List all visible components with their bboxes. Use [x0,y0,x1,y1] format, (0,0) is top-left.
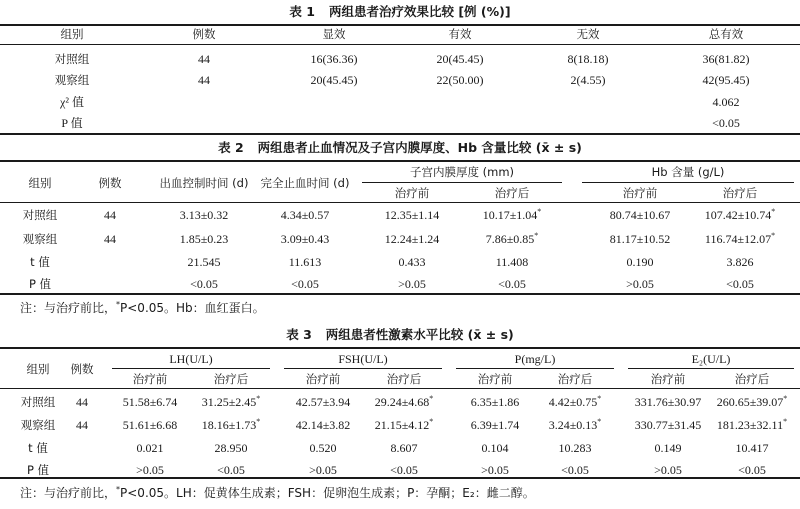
table3-cell: t 值 [28,441,48,455]
table1-cell: 对照组 [54,52,90,66]
table2-cell: 1.85±0.23 [179,232,229,246]
table2-cell: P 值 [28,277,52,291]
table3-col-header: P(mg/L) [514,352,556,366]
table3-sub-header: 治疗后 [386,372,422,386]
table1-col-header: 例数 [192,27,216,41]
table2-header-rule [0,202,800,203]
table1-cell: 36(81.82) [702,52,750,66]
table2-col-header: 子宫内膜厚度 (mm) [409,165,515,179]
table1-number: 表 1 [289,4,315,19]
table2-cell: 10.17±1.04* [482,207,542,222]
table2-number: 表 2 [218,140,244,155]
table3-cell: 44 [76,395,88,409]
table3-col-header: 组别 [26,362,50,376]
table3-cell: 21.15±4.12* [374,417,434,432]
table3-fsh-rule [284,368,442,369]
table1-stat-value: 4.062 [712,95,740,109]
table3-sub-header: 治疗前 [477,372,513,386]
table2-cell: 对照组 [22,208,58,222]
table3-sub-header: 治疗前 [650,372,686,386]
table1-stat-label: P 值 [61,116,83,130]
table3-col-header: LH(U/L) [169,352,213,366]
table2-cell: 3.09±0.43 [280,232,330,246]
table1-cell: 20(45.45) [436,52,484,66]
table3-title: 两组患者性激素水平比较 (x̄ ± s) [325,327,514,342]
table3-cell: 6.39±1.74 [470,418,520,432]
table2-col-header: Hb 含量 (g/L) [651,165,725,179]
table2-cell: >0.05 [626,277,654,291]
table3-cell: 3.24±0.13* [548,417,602,432]
table1-cell: 44 [198,73,210,87]
table2-cell: 11.613 [288,255,322,269]
table3-cell: 10.417 [735,441,769,455]
table1-col-header: 无效 [576,27,600,41]
table1-cell: 16(36.36) [310,52,358,66]
table3-cell: 331.76±30.97 [634,395,702,409]
table3-cell: P 值 [26,463,50,477]
table3-cell: >0.05 [481,463,509,477]
table2-cell: 12.35±1.14 [384,208,440,222]
table3-col-header: 例数 [70,362,94,376]
table2-note: 注：与治疗前比，*P<0.05。Hb：血红蛋白。 [20,300,265,315]
table2-hb-rule [582,182,794,183]
table3-caption [0,327,800,343]
table3-note: 注：与治疗前比，*P<0.05。LH：促黄体生成素；FSH：促卵泡生成素；P：孕酮；E₂：雌二醇。 [20,485,535,500]
table3-cell: 44 [76,418,88,432]
table3-p-rule [456,368,614,369]
table2-title: 两组患者止血情况及子宫内膜厚度、Hb 含量比较 (x̄ ± s) [257,140,582,155]
table3-col-header: FSH(U/L) [338,352,388,366]
table1-cell: 观察组 [54,73,90,87]
table3-cell: 29.24±4.68* [374,394,434,409]
table3-cell: 181.23±32.11* [716,417,788,432]
table3-cell: >0.05 [309,463,337,477]
table2-cell: 3.13±0.32 [179,208,229,222]
table2-col-header: 组别 [28,176,52,190]
table1-stat-label: χ² 值 [60,95,84,109]
table2-sub-header: 治疗后 [722,186,758,200]
table3-lh-rule [112,368,270,369]
table3-cell: <0.05 [217,463,245,477]
table3-e2-rule [628,368,794,369]
table3-header-rule [0,388,800,389]
table2-caption [0,140,800,156]
table2-cell: 107.42±10.74* [704,207,776,222]
table3-top-rule [0,347,800,349]
table1-cell: 42(95.45) [702,73,750,87]
table3-cell: 0.104 [481,441,509,455]
table2-sub-header: 治疗前 [622,186,658,200]
table1-col-header: 显效 [322,27,346,41]
table2-col-header: 例数 [98,176,122,190]
table3-sub-header: 治疗前 [305,372,341,386]
table3-cell: 42.14±3.82 [295,418,351,432]
table2-cell: t 值 [30,255,50,269]
table2-cell: 观察组 [22,232,58,246]
table3-cell: 对照组 [20,395,56,409]
table3-cell: 观察组 [20,418,56,432]
table1-caption [0,4,800,20]
table2-top-rule [0,160,800,162]
table2-cell: >0.05 [398,277,426,291]
table2-cell: 7.86±0.85* [485,231,539,246]
table3-cell: 0.021 [136,441,164,455]
table3-cell: 31.25±2.45* [201,394,261,409]
table3-cell: 330.77±31.45 [634,418,702,432]
table2-cell: 12.24±1.24 [384,232,440,246]
table3-col-header: E₂(U/L) [691,352,731,366]
table1-cell: 2(4.55) [570,73,606,87]
table2-cell: <0.05 [726,277,754,291]
table3-cell: >0.05 [136,463,164,477]
table3-number: 表 3 [286,327,312,342]
table2-bottom-rule [0,293,800,295]
table3-cell: 18.16±1.73* [201,417,261,432]
table3-cell: 42.57±3.94 [295,395,351,409]
table3-cell: >0.05 [654,463,682,477]
table3-sub-header: 治疗后 [213,372,249,386]
table2-sub-header: 治疗前 [394,186,430,200]
table3-bottom-rule [0,477,800,479]
table3-cell: 51.58±6.74 [122,395,178,409]
table2-cell: 21.545 [187,255,221,269]
table1-cell: 20(45.45) [310,73,358,87]
table1-title: 两组患者治疗效果比较 [例 (%)] [328,4,511,19]
table2-cell: <0.05 [291,277,319,291]
table1-cell: 8(18.18) [567,52,609,66]
table3-cell: <0.05 [390,463,418,477]
table3-cell: <0.05 [738,463,766,477]
table3-cell: 28.950 [214,441,248,455]
table1-cell: 44 [198,52,210,66]
table1-header-rule [0,44,800,45]
table3-cell: 0.149 [654,441,682,455]
table2-sub-header: 治疗后 [494,186,530,200]
table2-endometrium-rule [362,182,562,183]
table3-cell: 8.607 [390,441,418,455]
table2-cell: 11.408 [495,255,529,269]
table2-cell: 116.74±12.07* [704,231,776,246]
table2-cell: <0.05 [498,277,526,291]
table3-sub-header: 治疗后 [734,372,770,386]
table2-cell: <0.05 [190,277,218,291]
table3-cell: 4.42±0.75* [548,394,602,409]
table3-cell: 0.520 [309,441,337,455]
table2-cell: 44 [104,232,116,246]
table2-cell: 80.74±10.67 [609,208,671,222]
table2-cell: 4.34±0.57 [280,208,330,222]
table3-sub-header: 治疗后 [557,372,593,386]
table3-cell: <0.05 [561,463,589,477]
table1-cell: 22(50.00) [436,73,484,87]
table3-cell: 260.65±39.07* [716,394,788,409]
table1-col-header: 组别 [60,27,84,41]
table1-col-header: 有效 [448,27,472,41]
table2-col-header: 出血控制时间 (d) [159,176,249,190]
table2-cell: 0.190 [626,255,654,269]
table1-bottom-rule [0,133,800,135]
table2-cell: 3.826 [726,255,754,269]
table3-cell: 10.283 [558,441,592,455]
table1-top-rule [0,24,800,26]
table3-cell: 6.35±1.86 [470,395,520,409]
table1-col-header: 总有效 [708,27,744,41]
table1-stat-value: <0.05 [712,116,740,130]
table2-cell: 81.17±10.52 [609,232,671,246]
table2-cell: 44 [104,208,116,222]
table3-cell: 51.61±6.68 [122,418,178,432]
table2-cell: 0.433 [398,255,426,269]
table3-sub-header: 治疗前 [132,372,168,386]
table2-col-header: 完全止血时间 (d) [260,176,350,190]
